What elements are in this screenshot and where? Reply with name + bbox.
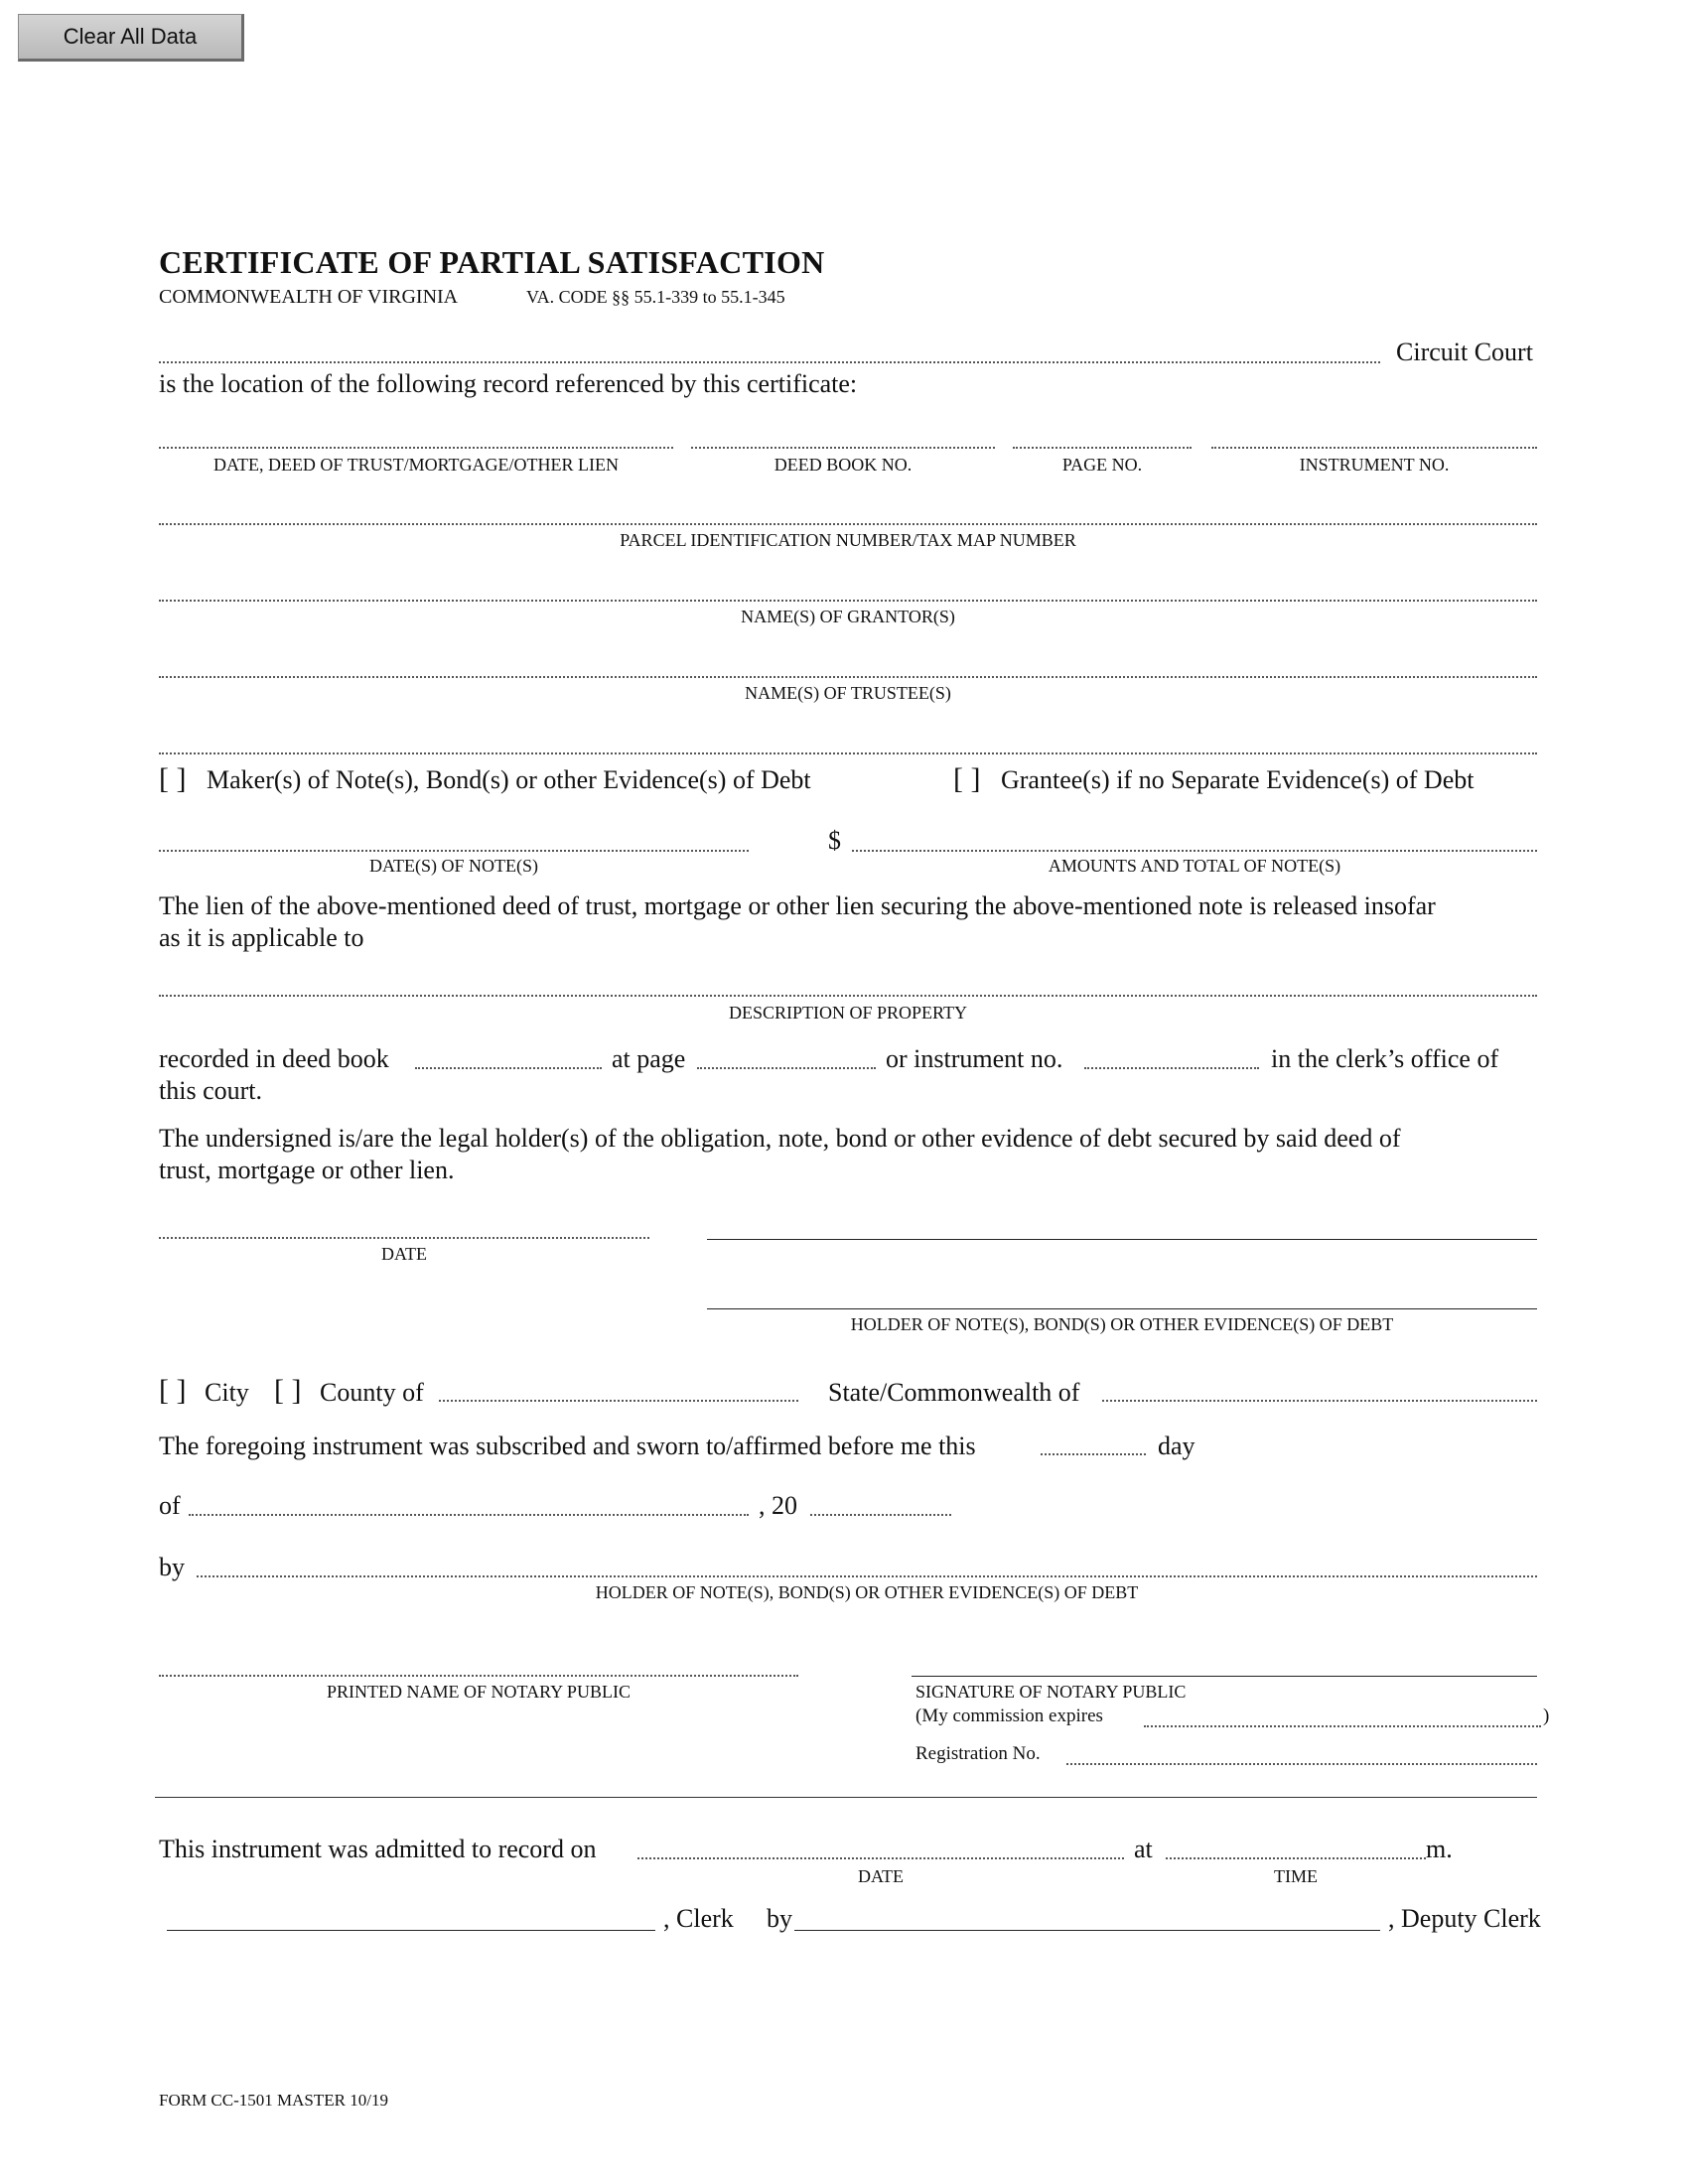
- circuit-court-label: Circuit Court: [1396, 338, 1533, 366]
- registration-label: Registration No.: [915, 1743, 1041, 1764]
- holder-signature-line-1[interactable]: [707, 1239, 1537, 1240]
- city-checkbox[interactable]: [ ]: [159, 1374, 187, 1407]
- jurisdiction: COMMONWEALTH OF VIRGINIA: [159, 286, 459, 308]
- form-title: CERTIFICATE OF PARTIAL SATISFACTION: [159, 244, 825, 280]
- clerk-signature-line[interactable]: [167, 1930, 655, 1931]
- deputy-clerk-signature-line[interactable]: [794, 1930, 1380, 1931]
- sworn-by-field[interactable]: [197, 1575, 1537, 1577]
- at-label: at: [1134, 1835, 1153, 1863]
- grantee-label: Grantee(s) if no Separate Evidence(s) of Debt: [1001, 765, 1475, 794]
- sworn-text: The foregoing instrument was subscribed and sworn to/affirmed before me this: [159, 1432, 976, 1460]
- dollar-sign: $: [828, 826, 841, 855]
- parcel-label: PARCEL IDENTIFICATION NUMBER/TAX MAP NUMBER: [620, 530, 1076, 550]
- note-amounts-label: AMOUNTS AND TOTAL OF NOTE(S): [1048, 856, 1341, 876]
- maker-grantee-field[interactable]: [159, 752, 1537, 754]
- year-prefix: , 20: [759, 1491, 797, 1520]
- admitted-text: This instrument was admitted to record on: [159, 1835, 597, 1863]
- of-label: of: [159, 1491, 181, 1520]
- admitted-time-field[interactable]: [1166, 1857, 1426, 1859]
- sworn-month-field[interactable]: [189, 1514, 749, 1516]
- instrument-no-label: INSTRUMENT NO.: [1299, 455, 1450, 475]
- sworn-year-field[interactable]: [810, 1514, 951, 1516]
- admitted-date-field[interactable]: [637, 1857, 1124, 1859]
- this-court-text: this court.: [159, 1076, 262, 1105]
- notary-signature-line[interactable]: [912, 1676, 1537, 1677]
- page-no-field[interactable]: [1013, 447, 1192, 449]
- page-no-label: PAGE NO.: [1061, 455, 1143, 475]
- clerk-label: , Clerk: [663, 1904, 734, 1933]
- maker-checkbox[interactable]: [ ]: [159, 762, 187, 795]
- state-label: State/Commonwealth of: [828, 1378, 1080, 1407]
- property-label: DESCRIPTION OF PROPERTY: [729, 1003, 967, 1023]
- recorded-instrument-field[interactable]: [1084, 1067, 1259, 1069]
- holder-date-label: DATE: [381, 1244, 427, 1264]
- holder-date-field[interactable]: [159, 1237, 649, 1239]
- property-field[interactable]: [159, 995, 1537, 997]
- deed-date-field[interactable]: [159, 447, 673, 449]
- day-label: day: [1158, 1432, 1196, 1460]
- recorded-deed-book-field[interactable]: [415, 1067, 602, 1069]
- holder-statement-line2: trust, mortgage or other lien.: [159, 1156, 455, 1184]
- note-amounts-field[interactable]: [852, 850, 1537, 852]
- at-page-label: at page: [612, 1044, 686, 1073]
- holder-statement-line1: The undersigned is/are the legal holder(s) of the obligation, note, bond or other evidence of debt secured by said deed of: [159, 1124, 1401, 1153]
- county-label: County of: [320, 1378, 424, 1407]
- clear-all-data-button[interactable]: Clear All Data: [18, 14, 244, 62]
- commission-expires-field[interactable]: [1144, 1725, 1541, 1727]
- deed-book-field[interactable]: [691, 447, 995, 449]
- notary-signature-label: SIGNATURE OF NOTARY PUBLIC: [915, 1682, 1187, 1702]
- sworn-by-label: HOLDER OF NOTE(S), BOND(S) OR OTHER EVIDENCE(S) OF DEBT: [595, 1582, 1139, 1602]
- clerk-by-label: by: [767, 1904, 792, 1933]
- by-label: by: [159, 1553, 185, 1581]
- commission-label: (My commission expires: [915, 1706, 1103, 1726]
- release-text-line1: The lien of the above-mentioned deed of trust, mortgage or other lien securing the above-mentioned note is released insofar: [159, 891, 1436, 920]
- holder-signature-line-2[interactable]: [707, 1308, 1537, 1309]
- city-label: City: [205, 1378, 249, 1407]
- sworn-day-field[interactable]: [1041, 1453, 1146, 1455]
- section-divider: [155, 1797, 1537, 1798]
- trustees-field[interactable]: [159, 676, 1537, 678]
- recorded-prefix: recorded in deed book: [159, 1044, 389, 1073]
- parcel-field[interactable]: [159, 523, 1537, 525]
- instrument-no-field[interactable]: [1211, 447, 1537, 449]
- county-checkbox[interactable]: [ ]: [274, 1374, 302, 1407]
- note-dates-label: DATE(S) OF NOTE(S): [369, 856, 538, 876]
- registration-no-field[interactable]: [1066, 1763, 1537, 1765]
- or-instrument-label: or instrument no.: [886, 1044, 1063, 1073]
- notary-printed-name-label: PRINTED NAME OF NOTARY PUBLIC: [327, 1682, 631, 1702]
- notary-printed-name-field[interactable]: [159, 1675, 798, 1677]
- deed-date-label: DATE, DEED OF TRUST/MORTGAGE/OTHER LIEN: [212, 455, 620, 475]
- grantors-field[interactable]: [159, 600, 1537, 602]
- deputy-clerk-label: , Deputy Clerk: [1388, 1904, 1541, 1933]
- grantee-checkbox[interactable]: [ ]: [953, 762, 981, 795]
- m-label: m.: [1426, 1835, 1453, 1863]
- holder-signature-label: HOLDER OF NOTE(S), BOND(S) OR OTHER EVIDENCE(S) OF DEBT: [850, 1314, 1394, 1334]
- release-text-line2: as it is applicable to: [159, 923, 364, 952]
- deed-book-label: DEED BOOK NO.: [774, 455, 913, 475]
- county-field[interactable]: [439, 1400, 798, 1402]
- recorded-page-field[interactable]: [697, 1067, 876, 1069]
- form-number: FORM CC-1501 MASTER 10/19: [159, 2091, 388, 2110]
- admitted-date-label: DATE: [858, 1866, 904, 1886]
- va-code: VA. CODE §§ 55.1-339 to 55.1-345: [526, 287, 785, 307]
- location-text: is the location of the following record referenced by this certificate:: [159, 369, 858, 398]
- maker-label: Maker(s) of Note(s), Bond(s) or other Evidence(s) of Debt: [207, 765, 811, 794]
- clerk-office-text: in the clerk’s office of: [1271, 1044, 1499, 1073]
- trustees-label: NAME(S) OF TRUSTEE(S): [745, 683, 951, 703]
- circuit-court-field[interactable]: [159, 361, 1380, 363]
- admitted-time-label: TIME: [1274, 1866, 1318, 1886]
- commission-close: ): [1543, 1706, 1550, 1726]
- grantors-label: NAME(S) OF GRANTOR(S): [741, 607, 955, 626]
- state-field[interactable]: [1102, 1400, 1537, 1402]
- note-dates-field[interactable]: [159, 850, 749, 852]
